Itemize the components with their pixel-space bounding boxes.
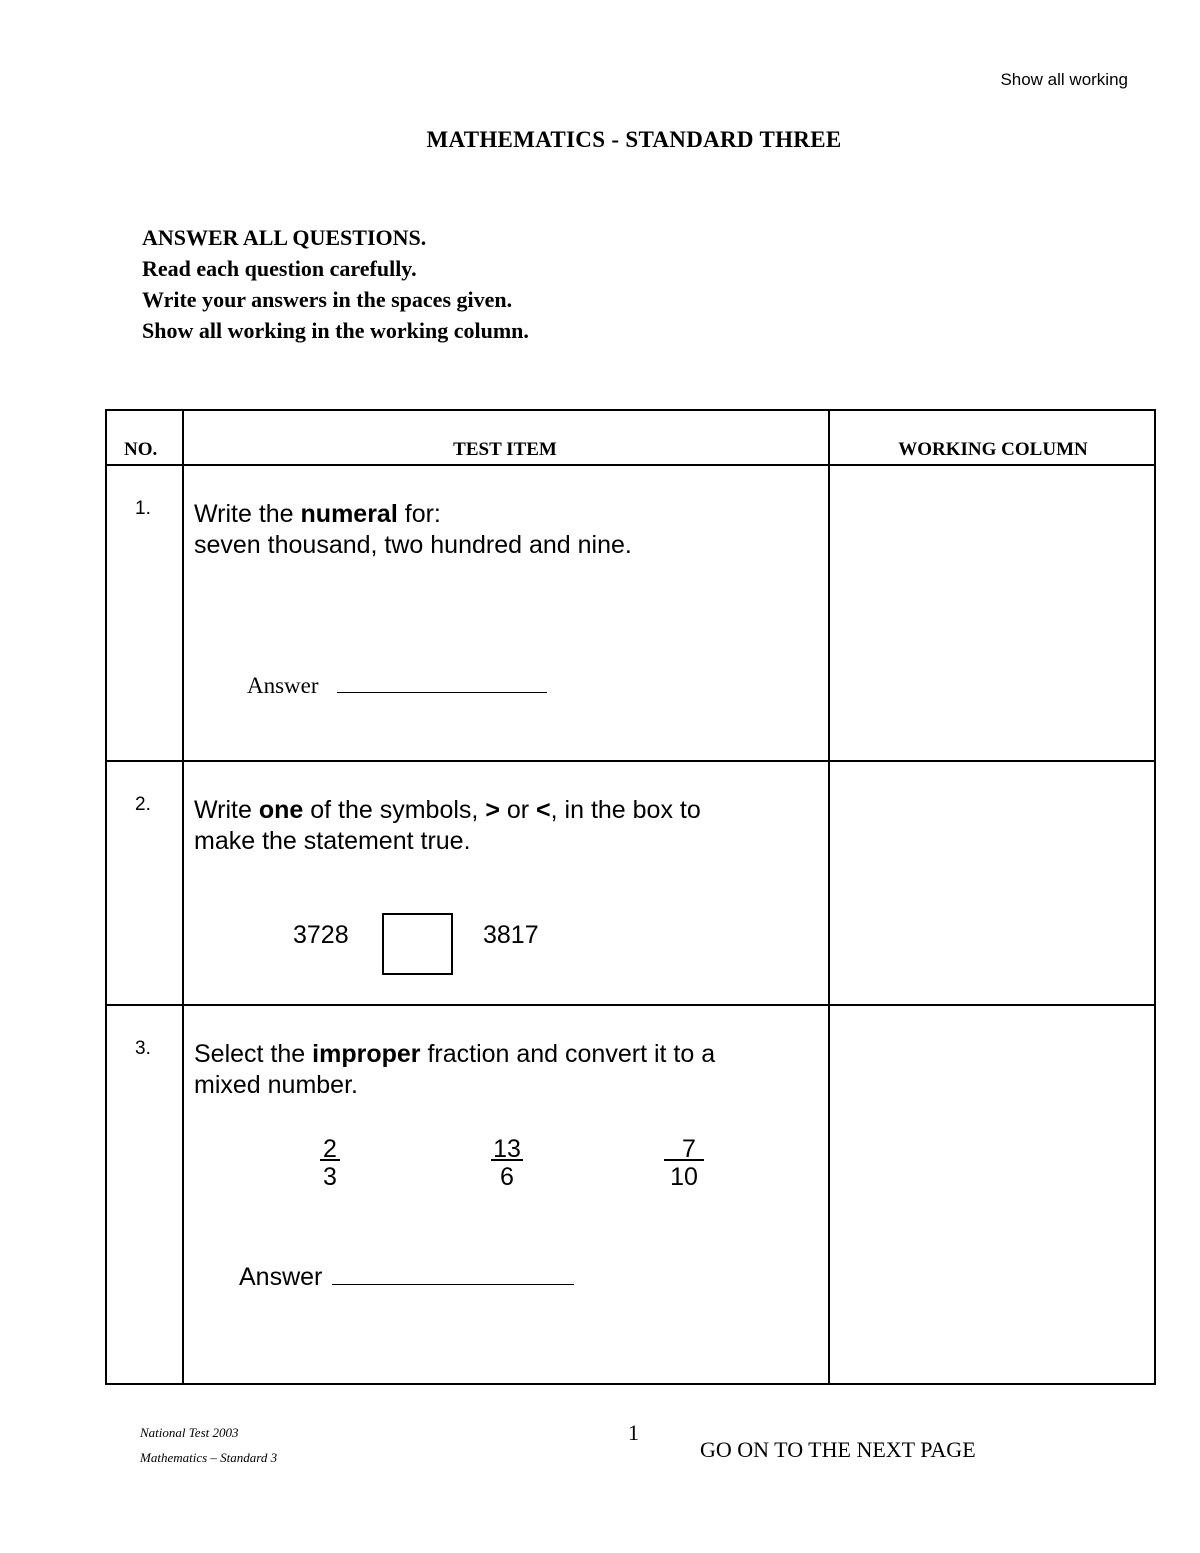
question-1-answer	[247, 672, 547, 699]
column-divider	[828, 411, 830, 1383]
row-divider	[107, 760, 1154, 762]
question-3-answer	[239, 1262, 574, 1292]
show-all-working-note: Show all working	[1000, 70, 1128, 89]
fraction-denominator: 6	[500, 1163, 514, 1191]
fraction-numerator: 7	[682, 1135, 696, 1163]
header-working-column: WORKING COLUMN	[898, 439, 1088, 460]
question-3-text: Select the improper fraction and convert it to a mixed number.	[194, 1040, 716, 1099]
footer-line: National Test 2003	[140, 1425, 239, 1440]
answer-label: Answer	[239, 1263, 323, 1291]
instruction-line: Read each question carefully.	[142, 256, 417, 281]
question-number: 3.	[135, 1038, 151, 1059]
symbol-answer-box[interactable]	[382, 913, 453, 975]
instructions	[142, 222, 529, 346]
fraction-denominator: 10	[670, 1163, 698, 1191]
compare-left-value: 3728	[293, 921, 349, 949]
page-title: MATHEMATICS - STANDARD THREE	[426, 127, 842, 152]
page-number: 1	[628, 1420, 639, 1445]
row-divider	[107, 1004, 1154, 1006]
fraction	[477, 1133, 537, 1193]
question-number: 1.	[135, 498, 151, 519]
fraction	[300, 1133, 360, 1193]
question-1-text: Write the numeral for: seven thousand, two hundred and nine.	[194, 500, 632, 559]
instruction-line: Write your answers in the spaces given.	[142, 287, 513, 312]
question-2-text: Write one of the symbols, > or <, in the box to make the statement true.	[194, 796, 701, 855]
test-table	[105, 409, 1156, 1385]
go-on-next-page: GO ON TO THE NEXT PAGE	[700, 1437, 976, 1462]
answer-blank[interactable]	[337, 672, 547, 693]
fraction-denominator: 3	[323, 1163, 337, 1191]
compare-right-value: 3817	[483, 921, 539, 949]
row-divider	[107, 464, 1154, 466]
footer-line: Mathematics – Standard 3	[140, 1450, 278, 1465]
question-number: 2.	[135, 794, 151, 815]
instruction-line: Show all working in the working column.	[142, 318, 529, 343]
fraction-numerator: 13	[493, 1135, 521, 1163]
instruction-line: ANSWER ALL QUESTIONS.	[142, 225, 427, 250]
answer-label: Answer	[247, 673, 319, 698]
header-no: NO.	[124, 439, 158, 460]
fraction-numerator: 2	[323, 1135, 337, 1163]
header-test-item: TEST ITEM	[453, 439, 557, 460]
footer-test-info	[140, 1420, 277, 1470]
answer-blank[interactable]	[332, 1262, 574, 1285]
fraction	[654, 1133, 714, 1193]
column-divider	[182, 411, 184, 1383]
